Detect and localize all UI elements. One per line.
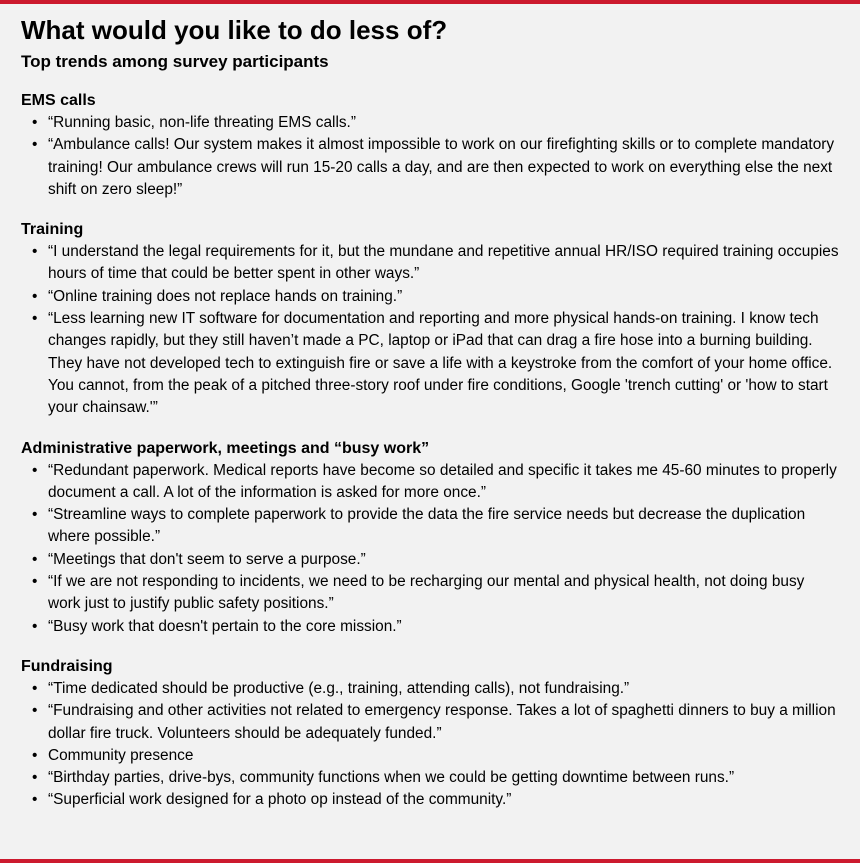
quote-text: “Time dedicated should be productive (e.g., training, attending calls), not fundraising.” — [48, 679, 630, 697]
page-subtitle: Top trends among survey participants — [21, 52, 329, 71]
bottom-accent-rule — [0, 859, 860, 863]
section-title: Training — [21, 221, 84, 239]
list-item — [21, 767, 841, 789]
list-item — [21, 308, 841, 419]
quote-text: “If we are not responding to incidents, we need to be recharging our mental and physical health, not doing busy work just to justify public safety positions.” — [48, 573, 805, 613]
list-item — [21, 460, 841, 505]
bullet-icon: • — [32, 791, 38, 809]
quote-text: “Online training does not replace hands on training.” — [48, 287, 403, 305]
list-item — [21, 678, 841, 700]
quote-list — [21, 678, 841, 812]
section-title: Administrative paperwork, meetings and “busy work” — [21, 439, 430, 457]
bullet-icon: • — [32, 679, 38, 697]
quote-text: “Streamline ways to complete paperwork to provide the data the fire service needs but decrease the duplication where possible.” — [48, 506, 806, 546]
quote-text: “Ambulance calls! Our system makes it almost impossible to work on our firefighting skills or to complete mandatory training! Our ambulance crews will run 15-20 calls a day, and are then expected to work on everything else the next shift on zero sleep!” — [48, 136, 835, 198]
quote-text: “I understand the legal requirements for it, but the mundane and repetitive annual HR/ISO required training occupies hours of time that could be better spent in other ways.” — [48, 243, 839, 283]
list-item — [21, 112, 841, 134]
top-accent-rule — [0, 0, 860, 4]
quote-text: “Meetings that don't seem to serve a purpose.” — [48, 550, 366, 568]
quote-text: “Less learning new IT software for documentation and reporting and more physical hands-on training. I know tech changes rapidly, but they still haven’t made a PC, laptop or iPad that can drag a fire hose into a burning building. They have not developed tech to extinguish fire or save a life with a keystroke from the comfort of your home office. You cannot, from the peak of a pitched three-story roof under fire conditions, Google 'trench cutting' or 'how to start your chainsaw.'” — [48, 310, 833, 417]
bullet-icon: • — [32, 550, 38, 568]
section-title: Fundraising — [21, 657, 113, 675]
list-item — [21, 241, 841, 286]
quote-list — [21, 241, 841, 419]
quote-text: “Fundraising and other activities not related to emergency response. Takes a lot of spaghetti dinners to buy a million dollar fire truck. Volunteers should be adequately funded.” — [48, 702, 836, 742]
bullet-icon: • — [32, 506, 38, 524]
section-title: EMS calls — [21, 92, 96, 109]
list-item — [21, 700, 841, 745]
page-title: What would you like to do less of? — [21, 15, 448, 45]
bullet-icon: • — [32, 769, 38, 787]
bullet-icon: • — [32, 114, 38, 131]
list-item — [21, 549, 841, 571]
quote-text: “Birthday parties, drive-bys, community functions when we could be getting downtime between runs.” — [48, 769, 735, 787]
list-item — [21, 504, 841, 549]
list-item — [21, 745, 841, 767]
quote-list — [21, 112, 841, 201]
list-item — [21, 571, 841, 616]
bullet-icon: • — [32, 746, 38, 764]
section-ems-calls — [21, 90, 841, 201]
list-item — [21, 134, 841, 201]
bullet-icon: • — [32, 287, 38, 305]
section-administrative-paperwork — [21, 438, 841, 638]
bullet-icon: • — [32, 310, 38, 328]
survey-panel — [21, 12, 841, 812]
quote-text: “Busy work that doesn't pertain to the core mission.” — [48, 617, 402, 635]
quote-list — [21, 460, 841, 638]
list-item — [21, 616, 841, 638]
section-fundraising — [21, 656, 841, 812]
quote-text: “Running basic, non-life threating EMS calls.” — [48, 114, 356, 131]
quote-text: Community presence — [48, 746, 194, 764]
bullet-icon: • — [32, 461, 38, 479]
quote-text: “Superficial work designed for a photo op instead of the community.” — [48, 791, 512, 809]
list-item — [21, 286, 841, 308]
quote-text: “Redundant paperwork. Medical reports have become so detailed and specific it takes me 45-60 minutes to properly document a call. A lot of the information is asked for more once.” — [48, 461, 837, 501]
bullet-icon: • — [32, 243, 38, 261]
list-item — [21, 789, 841, 811]
bullet-icon: • — [32, 573, 38, 591]
bullet-icon: • — [32, 136, 38, 154]
bullet-icon: • — [32, 617, 38, 635]
section-training — [21, 219, 841, 419]
bullet-icon: • — [32, 702, 38, 720]
